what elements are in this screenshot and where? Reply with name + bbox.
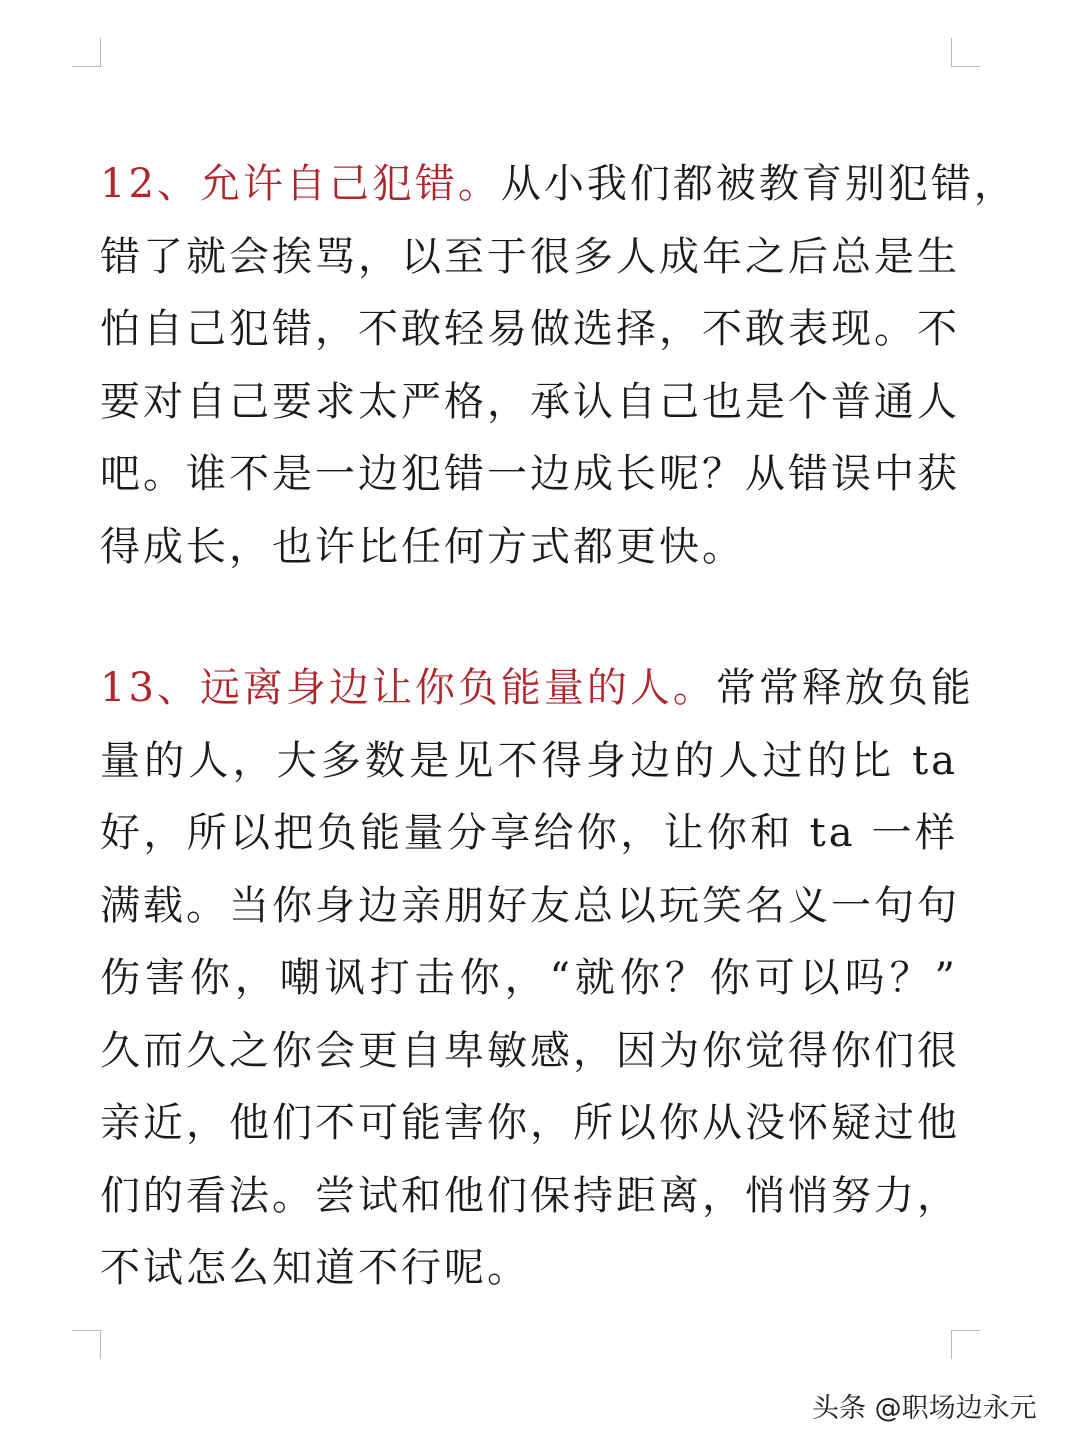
paragraph-line: 吧。谁不是一边犯错一边成长呢？从错误中获 xyxy=(100,451,960,497)
crop-mark-top-right xyxy=(951,38,980,67)
crop-mark-bottom-left xyxy=(72,1330,101,1359)
section-12-heading: 12、允许自己犯错。 xyxy=(100,161,501,207)
paragraph-line: 得成长，也许比任何方式都更快。 xyxy=(100,523,745,570)
paragraph-line: 满载。当你身边亲朋好友总以玩笑名义一句句 xyxy=(100,882,960,929)
paragraph-line: 错了就会挨骂，以至于很多人成年之后总是生 xyxy=(100,233,960,280)
crop-mark-bottom-right xyxy=(951,1330,980,1359)
paragraph-line: 要对自己要求太严格，承认自己也是个普通人 xyxy=(100,378,960,425)
paragraph-line: 不试怎么知道不行呢。 xyxy=(100,1245,530,1291)
paragraph-line xyxy=(100,148,1017,221)
section-13 xyxy=(100,652,974,1305)
paragraph-line: 久而久之你会更自卑敏感，因为你觉得你们很 xyxy=(100,1027,960,1074)
crop-mark-top-left xyxy=(72,38,101,67)
paragraph-text: 从小我们都被教育别犯错， xyxy=(500,161,1017,207)
paragraph-line: 量的人，大多数是见不得身边的人过的比 ta xyxy=(100,737,958,784)
paragraph-line: 伤害你，嘲讽打击你，“就你？你可以吗？” xyxy=(100,955,958,1001)
paragraph-line: 们的看法。尝试和他们保持距离，悄悄努力， xyxy=(100,1172,960,1219)
paragraph-text: 常常释放负能 xyxy=(715,665,974,711)
paragraph-line: 好，所以把负能量分享给你，让你和 ta 一样 xyxy=(100,810,958,856)
paragraph-line xyxy=(100,652,974,725)
section-12 xyxy=(100,148,1017,583)
watermark-text: 头条 @职场边永元 xyxy=(812,1393,1037,1424)
section-13-heading: 13、远离身边让你负能量的人。 xyxy=(100,665,716,711)
paragraph-line: 怕自己犯错，不敢轻易做选择，不敢表现。不 xyxy=(100,306,960,352)
paragraph-line: 亲近，他们不可能害你，所以你从没怀疑过他 xyxy=(100,1100,960,1146)
